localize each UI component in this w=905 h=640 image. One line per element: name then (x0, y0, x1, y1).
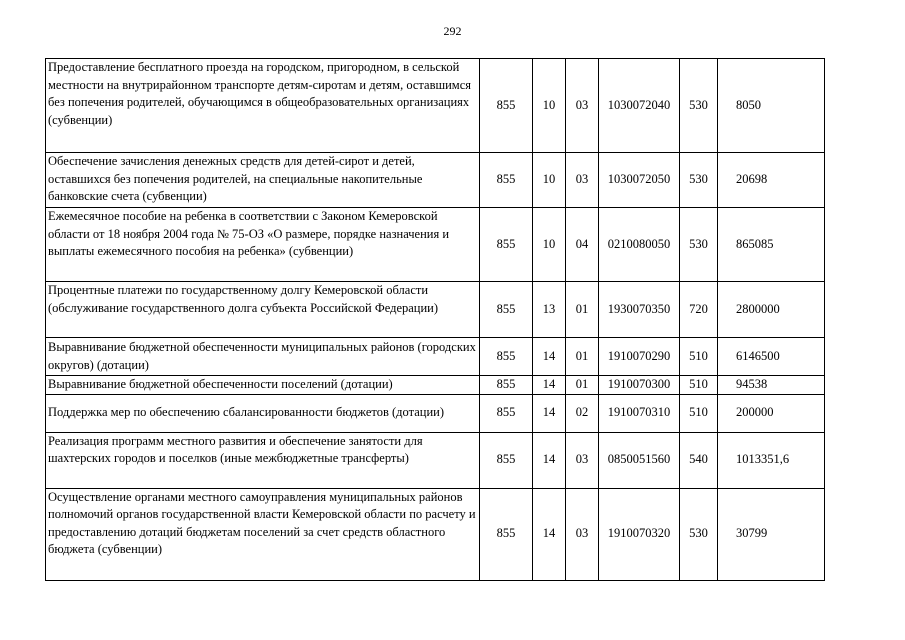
expense-type-code: 530 (680, 208, 718, 282)
expense-type-code: 510 (680, 376, 718, 395)
table-row (46, 338, 825, 376)
row-description: Выравнивание бюджетной обеспеченности муниципальных районов (городских округов) (дотации) (46, 338, 480, 376)
budget-table (45, 58, 825, 581)
target-article-code: 1030072040 (599, 59, 680, 153)
expense-type-code: 510 (680, 394, 718, 432)
amount-value: 200000 (718, 394, 825, 432)
expense-type-code: 540 (680, 432, 718, 488)
row-description: Поддержка мер по обеспечению сбалансированности бюджетов (дотации) (46, 394, 480, 432)
subsection-code: 01 (566, 282, 599, 338)
row-description: Предоставление бесплатного проезда на городском, пригородном, в сельской местности на внутрирайонном транспорте детям-сиротам и детям, оставшимся без попечения родителей, обучающимся в общеобразовательных организациях (субвенции) (46, 59, 480, 153)
amount-value: 30799 (718, 488, 825, 580)
ministry-code: 855 (480, 394, 533, 432)
expense-type-code: 510 (680, 338, 718, 376)
target-article-code: 0210080050 (599, 208, 680, 282)
row-description: Реализация программ местного развития и обеспечение занятости для шахтерских городов и поселков (иные межбюджетные трансферты) (46, 432, 480, 488)
row-description: Осуществление органами местного самоуправления муниципальных районов полномочий органов государственной власти Кемеровской области по расчету и предоставлению дотаций бюджетам поселений за счет средств областного бюджета (субвенции) (46, 488, 480, 580)
section-code: 10 (533, 59, 566, 153)
row-description: Обеспечение зачисления денежных средств для детей-сирот и детей, оставшихся без попечения родителей, на специальные накопительные банковские счета (субвенции) (46, 153, 480, 208)
section-code: 14 (533, 338, 566, 376)
ministry-code: 855 (480, 59, 533, 153)
subsection-code: 01 (566, 338, 599, 376)
table-row (46, 59, 825, 153)
expense-type-code: 530 (680, 488, 718, 580)
subsection-code: 03 (566, 488, 599, 580)
row-description: Процентные платежи по государственному долгу Кемеровской области (обслуживание государственного долга субъекта Российской Федерации) (46, 282, 480, 338)
row-description: Выравнивание бюджетной обеспеченности поселений (дотации) (46, 376, 480, 395)
subsection-code: 01 (566, 376, 599, 395)
ministry-code: 855 (480, 432, 533, 488)
section-code: 10 (533, 153, 566, 208)
amount-value: 8050 (718, 59, 825, 153)
ministry-code: 855 (480, 488, 533, 580)
section-code: 14 (533, 432, 566, 488)
subsection-code: 02 (566, 394, 599, 432)
target-article-code: 1910070320 (599, 488, 680, 580)
ministry-code: 855 (480, 208, 533, 282)
table-row (46, 394, 825, 432)
table-row (46, 376, 825, 395)
subsection-code: 03 (566, 153, 599, 208)
expense-type-code: 720 (680, 282, 718, 338)
page-number: 292 (443, 24, 462, 38)
subsection-code: 03 (566, 432, 599, 488)
target-article-code: 0850051560 (599, 432, 680, 488)
ministry-code: 855 (480, 153, 533, 208)
subsection-code: 04 (566, 208, 599, 282)
ministry-code: 855 (480, 338, 533, 376)
amount-value: 6146500 (718, 338, 825, 376)
section-code: 14 (533, 488, 566, 580)
section-code: 10 (533, 208, 566, 282)
amount-value: 94538 (718, 376, 825, 395)
section-code: 14 (533, 376, 566, 395)
target-article-code: 1910070310 (599, 394, 680, 432)
target-article-code: 1930070350 (599, 282, 680, 338)
target-article-code: 1030072050 (599, 153, 680, 208)
table-row (46, 208, 825, 282)
amount-value: 865085 (718, 208, 825, 282)
subsection-code: 03 (566, 59, 599, 153)
amount-value: 20698 (718, 153, 825, 208)
ministry-code: 855 (480, 376, 533, 395)
expense-type-code: 530 (680, 59, 718, 153)
table-row (46, 488, 825, 580)
amount-value: 2800000 (718, 282, 825, 338)
expense-type-code: 530 (680, 153, 718, 208)
table-row (46, 432, 825, 488)
ministry-code: 855 (480, 282, 533, 338)
table-row (46, 153, 825, 208)
section-code: 13 (533, 282, 566, 338)
target-article-code: 1910070300 (599, 376, 680, 395)
table-row (46, 282, 825, 338)
section-code: 14 (533, 394, 566, 432)
amount-value: 1013351,6 (718, 432, 825, 488)
row-description: Ежемесячное пособие на ребенка в соответствии с Законом Кемеровской области от 18 ноября 2004 года № 75-ОЗ «О размере, порядке назначения и выплаты ежемесячного пособия на ребенка» (субвенции) (46, 208, 480, 282)
target-article-code: 1910070290 (599, 338, 680, 376)
